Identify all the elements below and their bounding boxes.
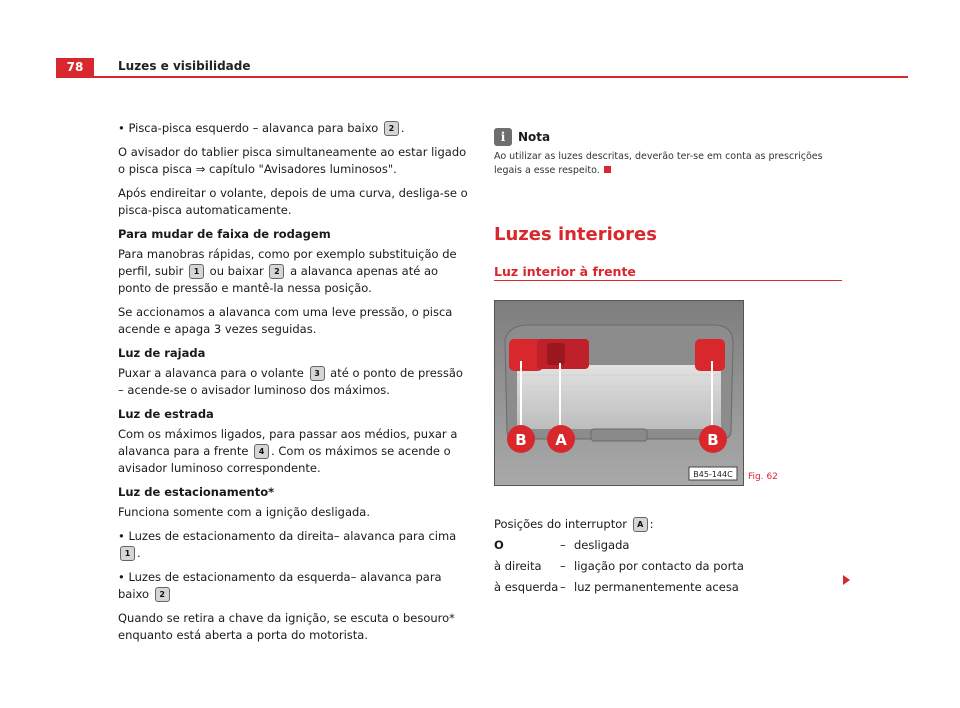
text: Para manobras rápidas, como por exemplo substituição de perfil, subir	[118, 247, 457, 278]
position-key: à esquerda	[494, 580, 559, 594]
position-key: à direita	[494, 559, 542, 573]
text: Posições do interruptor	[494, 517, 628, 531]
note-header	[494, 128, 844, 146]
paragraph-estac-1: Funciona somente com a ignição desligada.	[118, 505, 371, 519]
paragraph-endireitar: Após endireitar o volante, depois de uma curva, desliga-se o pisca-pisca automaticamente.	[118, 186, 468, 217]
text: ou baixar	[209, 264, 264, 278]
left-column	[118, 120, 468, 651]
position-dash: –	[560, 580, 566, 594]
position-desc: ligação por contacto da porta	[574, 559, 744, 573]
note-box	[494, 128, 844, 178]
heading-faixa: Para mudar de faixa de rodagem	[118, 227, 331, 241]
page-number: 78	[56, 58, 94, 77]
key-marker: 4	[254, 444, 269, 459]
text: Puxar a alavanca para o volante	[118, 366, 304, 380]
info-icon: i	[494, 128, 512, 146]
position-row	[494, 577, 744, 598]
text: .	[137, 546, 141, 560]
paragraph-avisador: O avisador do tablier pisca simultaneamente ao estar ligado o pisca pisca ⇒ capítulo "Avisadores luminosos".	[118, 145, 467, 176]
switch-positions	[494, 514, 744, 598]
callout-b-right: B	[707, 431, 719, 449]
position-desc: luz permanentemente acesa	[574, 580, 739, 594]
subsection-rule	[494, 280, 842, 281]
position-dash: –	[560, 538, 566, 552]
key-marker: 2	[269, 264, 284, 279]
header-rule	[56, 76, 908, 78]
note-title: Nota	[518, 129, 551, 144]
key-marker: 3	[310, 366, 325, 381]
paragraph-estac-3	[118, 569, 468, 603]
position-row	[494, 535, 744, 556]
paragraph-estac-4: Quando se retira a chave da ignição, se escuta o besouro* enquanto está aberta a porta do motorista.	[118, 611, 455, 642]
text: até o ponto de pressão – acende-se o avisador luminoso dos máximos.	[118, 366, 463, 397]
positions-intro	[494, 514, 744, 535]
figure-code: B45-144C	[693, 470, 733, 479]
heading-estacionamento: Luz de estacionamento*	[118, 485, 275, 499]
callout-a: A	[555, 431, 567, 449]
text: :	[649, 517, 654, 531]
continue-arrow-icon	[843, 575, 850, 585]
note-text	[494, 150, 844, 178]
paragraph-estrada	[118, 426, 468, 477]
key-marker: 2	[155, 587, 170, 602]
text: a alavanca apenas até ao ponto de pressão e mantê-la nessa posição.	[118, 264, 439, 295]
text: Com os máximos ligados, para passar aos médios, puxar a alavanca para a frente	[118, 427, 458, 458]
key-marker: 1	[189, 264, 204, 279]
figure-interior-light	[494, 300, 744, 486]
position-desc: desligada	[574, 538, 630, 552]
subsection-title: Luz interior à frente	[494, 264, 636, 279]
key-marker: 1	[120, 546, 135, 561]
position-key: O	[494, 538, 504, 552]
chapter-title: Luzes e visibilidade	[118, 59, 251, 73]
end-marker-icon	[604, 166, 611, 173]
section-title: Luzes interiores	[494, 224, 657, 245]
text: . Com os máximos se acende o avisador luminoso correspondente.	[118, 444, 451, 475]
key-marker: 2	[384, 121, 399, 136]
figure-caption: Fig. 62	[748, 472, 778, 482]
text: • Pisca-pisca esquerdo – alavanca para baixo	[118, 121, 379, 135]
interior-light-illustration	[495, 301, 743, 485]
key-marker: A	[633, 517, 648, 532]
position-dash: –	[560, 559, 566, 573]
callout-b-left: B	[515, 431, 527, 449]
text: • Luzes de estacionamento da esquerda– alavanca para baixo	[118, 570, 442, 601]
paragraph-pisca-esquerdo	[118, 120, 468, 137]
paragraph-estac-2	[118, 528, 468, 562]
paragraph-faixa-2: Se accionamos a alavanca com uma leve pressão, o pisca acende e apaga 3 vezes seguidas.	[118, 305, 453, 336]
heading-rajada: Luz de rajada	[118, 346, 206, 360]
text: Ao utilizar as luzes descritas, deverão ter-se em conta as prescrições legais a esse respeito.	[494, 151, 823, 176]
heading-estrada: Luz de estrada	[118, 407, 214, 421]
paragraph-faixa	[118, 246, 468, 297]
paragraph-rajada	[118, 365, 468, 399]
text: .	[400, 121, 405, 135]
position-row	[494, 556, 744, 577]
text: • Luzes de estacionamento da direita– alavanca para cima	[118, 529, 457, 543]
